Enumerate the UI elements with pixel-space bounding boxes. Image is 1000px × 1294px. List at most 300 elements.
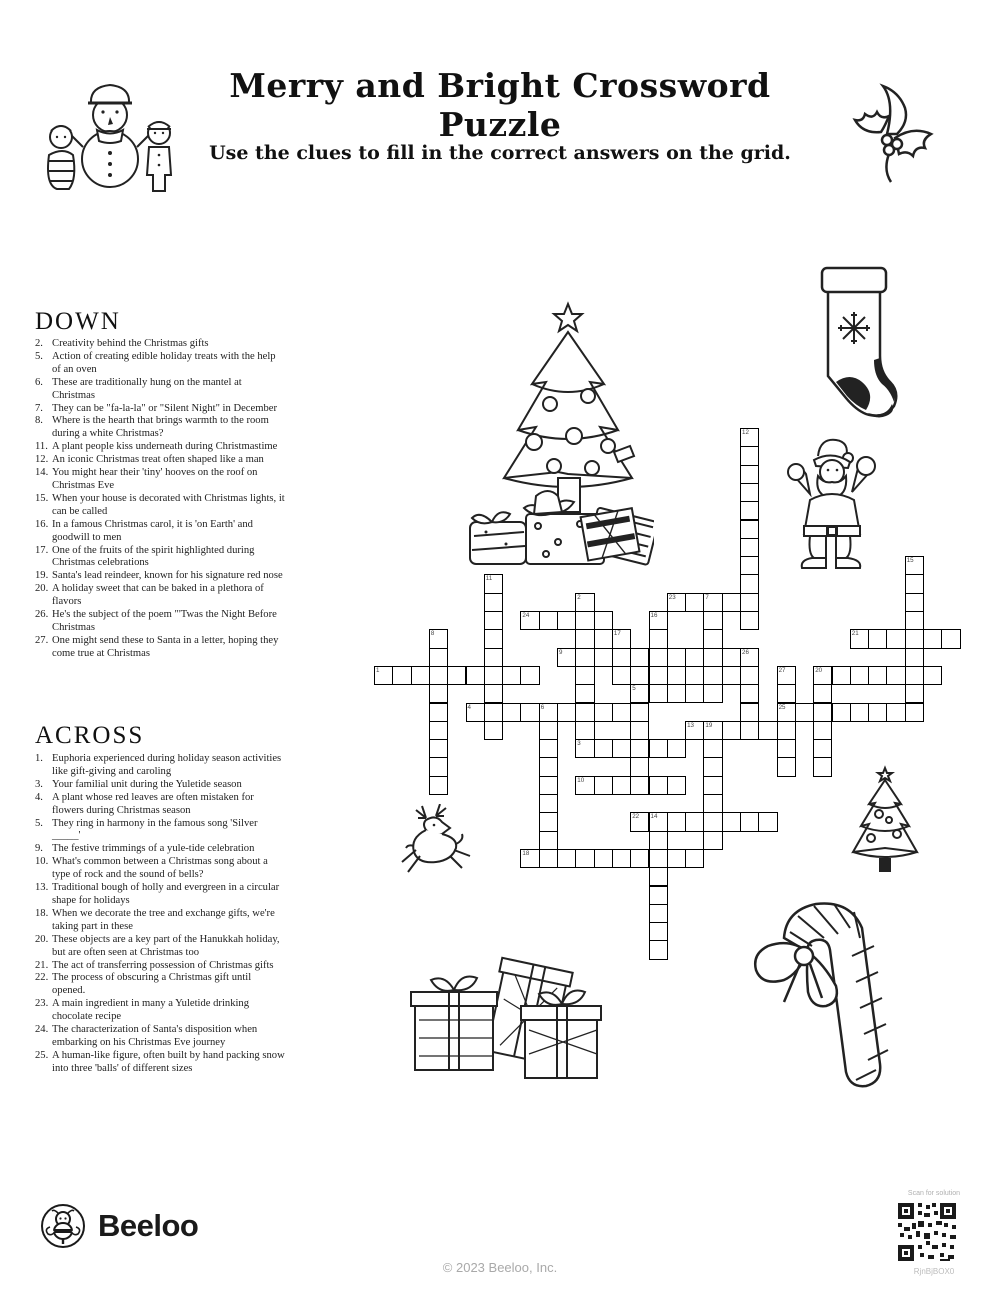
clue-item	[35, 843, 285, 856]
grid-cell[interactable]	[905, 611, 924, 630]
across-heading: ACROSS	[35, 722, 145, 749]
grid-cell[interactable]	[740, 465, 759, 484]
grid-cell[interactable]	[429, 703, 448, 722]
grid-cell[interactable]	[722, 593, 741, 612]
grid-cell[interactable]	[429, 757, 448, 776]
copyright-text: © 2023 Beeloo, Inc.	[442, 1260, 558, 1275]
clue-item	[35, 934, 285, 960]
clue-number: 3.	[35, 778, 43, 790]
grid-cell[interactable]	[594, 703, 613, 722]
grid-cell[interactable]	[649, 776, 668, 795]
grid-cell[interactable]	[575, 593, 594, 612]
grid-cell-number: 17	[613, 630, 621, 638]
grid-cell[interactable]	[649, 739, 668, 758]
clue-number: 4.	[35, 791, 43, 803]
grid-cell[interactable]	[649, 629, 668, 648]
grid-cell[interactable]	[539, 812, 558, 831]
grid-cell[interactable]	[905, 648, 924, 667]
clue-item	[35, 635, 285, 661]
grid-cell[interactable]	[667, 739, 686, 758]
grid-cell[interactable]	[740, 538, 759, 557]
grid-cell[interactable]	[484, 648, 503, 667]
grid-cell[interactable]	[703, 629, 722, 648]
grid-cell[interactable]	[539, 703, 558, 722]
grid-cell[interactable]	[649, 867, 668, 886]
grid-cell[interactable]	[703, 593, 722, 612]
grid-cell[interactable]	[777, 739, 796, 758]
clue-text: These are traditionally hung on the mantel at Christmas	[52, 376, 242, 401]
grid-cell-number: 1	[376, 666, 380, 674]
grid-cell-number: 13	[687, 721, 694, 729]
grid-cell[interactable]	[539, 739, 558, 758]
clue-number: 5.	[35, 817, 43, 829]
grid-cell[interactable]	[703, 794, 722, 813]
grid-cell[interactable]	[667, 812, 686, 831]
clue-number: 8.	[35, 415, 43, 427]
grid-cell[interactable]	[649, 812, 668, 831]
grid-cell[interactable]	[649, 611, 668, 630]
grid-cell[interactable]	[539, 721, 558, 740]
grid-cell[interactable]	[575, 629, 594, 648]
qr-id: RjnBjBOX0	[913, 1267, 955, 1276]
clue-number: 24.	[35, 1024, 49, 1036]
grid-cell[interactable]	[941, 629, 960, 648]
clue-item	[35, 753, 285, 779]
grid-cell[interactable]	[923, 666, 942, 685]
grid-cell-number: 18	[522, 849, 530, 857]
clue-text: One of the fruits of the spirit highlighted during Christmas celebrations	[52, 544, 255, 569]
grid-cell[interactable]	[813, 684, 832, 703]
clue-number: 19.	[35, 570, 49, 582]
qr-block	[896, 1190, 972, 1276]
clue-text: They ring in harmony in the famous song 'Silver _____'	[52, 817, 258, 842]
grid-cell[interactable]	[886, 629, 905, 648]
clue-item	[35, 351, 285, 377]
grid-cell[interactable]	[630, 721, 649, 740]
grid-cell[interactable]	[575, 739, 594, 758]
grid-cell[interactable]	[740, 703, 759, 722]
grid-cell[interactable]	[429, 776, 448, 795]
clue-item	[35, 882, 285, 908]
grid-cell[interactable]	[813, 739, 832, 758]
grid-cell[interactable]	[575, 703, 594, 722]
grid-cell[interactable]	[685, 721, 704, 740]
grid-cell[interactable]	[758, 721, 777, 740]
grid-cell[interactable]	[777, 666, 796, 685]
grid-cell[interactable]	[758, 812, 777, 831]
grid-cell[interactable]	[539, 794, 558, 813]
grid-cell[interactable]	[813, 757, 832, 776]
grid-cell-number: 25	[778, 703, 786, 711]
grid-cell[interactable]	[886, 666, 905, 685]
grid-cell[interactable]	[649, 849, 668, 868]
grid-cell[interactable]	[722, 648, 741, 667]
page-title: Merry and Bright Crossword Puzzle	[229, 66, 771, 144]
grid-cell[interactable]	[392, 666, 411, 685]
grid-cell[interactable]	[740, 428, 759, 447]
qr-caption: Scan for solution	[907, 1190, 961, 1197]
grid-cell[interactable]	[868, 703, 887, 722]
grid-cell[interactable]	[667, 666, 686, 685]
clue-item	[35, 818, 285, 844]
grid-cell[interactable]	[722, 812, 741, 831]
grid-cell-number: 20	[815, 666, 823, 674]
grid-cell[interactable]	[703, 684, 722, 703]
grid-cell[interactable]	[685, 666, 704, 685]
clue-item	[35, 454, 285, 467]
grid-cell[interactable]	[703, 721, 722, 740]
grid-cell[interactable]	[703, 666, 722, 685]
grid-cell-number: 7	[705, 593, 709, 601]
grid-cell[interactable]	[575, 611, 594, 630]
grid-cell[interactable]	[667, 593, 686, 612]
clue-item	[35, 570, 285, 583]
grid-cell[interactable]	[777, 684, 796, 703]
clue-number: 5.	[35, 350, 43, 362]
grid-cell[interactable]	[630, 739, 649, 758]
grid-cell[interactable]	[539, 757, 558, 776]
bee-logo-icon	[40, 1203, 86, 1249]
down-heading: DOWN	[35, 308, 121, 335]
clue-number: 14.	[35, 467, 49, 479]
grid-cell[interactable]	[502, 666, 521, 685]
grid-cell[interactable]	[612, 776, 631, 795]
grid-cell[interactable]	[740, 556, 759, 575]
grid-cell[interactable]	[630, 757, 649, 776]
clue-text: They can be "fa-la-la" or "Silent Night" in December	[52, 402, 277, 414]
grid-cell[interactable]	[630, 648, 649, 667]
clue-number: 12.	[35, 454, 49, 466]
clue-item	[35, 609, 285, 635]
grid-cell[interactable]	[795, 703, 814, 722]
clue-item	[35, 403, 285, 416]
grid-cell[interactable]	[667, 849, 686, 868]
clue-text: A plant people kiss underneath during Christmastime	[52, 441, 278, 453]
grid-cell[interactable]	[630, 666, 649, 685]
grid-cell[interactable]	[777, 721, 796, 740]
grid-cell[interactable]	[905, 556, 924, 575]
qr-code	[896, 1201, 972, 1263]
grid-cell-number: 12	[742, 429, 749, 436]
grid-cell[interactable]	[520, 666, 539, 685]
clue-number: 27.	[35, 634, 49, 646]
grid-cell-number: 3	[577, 740, 581, 748]
grid-cell-number: 14	[650, 813, 658, 821]
grid-cell-number: 22	[632, 813, 640, 821]
grid-cell[interactable]	[630, 703, 649, 722]
grid-cell[interactable]	[685, 812, 704, 831]
grid-cell[interactable]	[575, 684, 594, 703]
clue-text: When your house is decorated with Christmas lights, it can be called	[52, 492, 285, 517]
grid-cell[interactable]	[649, 648, 668, 667]
grid-cell[interactable]	[703, 757, 722, 776]
grid-cell-number: 10	[577, 776, 585, 784]
grid-cell[interactable]	[429, 666, 448, 685]
clue-item	[35, 792, 285, 818]
grid-cell[interactable]	[557, 703, 576, 722]
grid-cell[interactable]	[484, 593, 503, 612]
grid-cell[interactable]	[740, 446, 759, 465]
grid-cell[interactable]	[703, 776, 722, 795]
grid-cell[interactable]	[484, 721, 503, 740]
grid-cell[interactable]	[649, 886, 668, 905]
clue-text: Euphoria experienced during holiday season activities like gift-giving and caroling	[52, 753, 282, 777]
snowman-family-illustration	[35, 75, 185, 197]
grid-cell[interactable]	[740, 501, 759, 520]
grid-cell[interactable]	[649, 940, 668, 959]
clue-item	[35, 908, 285, 934]
grid-cell[interactable]	[685, 684, 704, 703]
reindeer-illustration	[396, 804, 482, 894]
grid-cell[interactable]	[740, 684, 759, 703]
grid-cell[interactable]	[575, 648, 594, 667]
grid-cell[interactable]	[813, 703, 832, 722]
grid-cell-number: 5	[632, 685, 636, 693]
clue-number: 1.	[35, 753, 43, 764]
grid-cell[interactable]	[740, 648, 759, 667]
grid-cell[interactable]	[905, 629, 924, 648]
grid-cell[interactable]	[667, 776, 686, 795]
grid-cell[interactable]	[649, 831, 668, 850]
grid-cell-number: 24	[522, 612, 530, 619]
grid-cell[interactable]	[832, 703, 851, 722]
brand-logo	[40, 1203, 198, 1249]
grid-cell[interactable]	[740, 666, 759, 685]
grid-cell-number: 6	[540, 703, 545, 711]
grid-cell[interactable]	[520, 611, 539, 630]
grid-cell-number: 27	[778, 666, 786, 674]
grid-cell[interactable]	[832, 666, 851, 685]
grid-cell[interactable]	[703, 648, 722, 667]
grid-cell[interactable]	[649, 904, 668, 923]
grid-cell[interactable]	[649, 666, 668, 685]
grid-cell[interactable]	[466, 666, 485, 685]
stocking-illustration	[806, 260, 902, 422]
grid-cell[interactable]	[850, 666, 869, 685]
grid-cell[interactable]	[722, 666, 741, 685]
grid-cell[interactable]	[685, 593, 704, 612]
grid-cell[interactable]	[575, 721, 594, 740]
grid-cell[interactable]	[868, 629, 887, 648]
clue-text: Where is the hearth that brings warmth to the room during a white Christmas?	[52, 415, 269, 440]
grid-cell[interactable]	[868, 666, 887, 685]
grid-cell[interactable]	[630, 684, 649, 703]
grid-cell-number: 19	[705, 721, 713, 729]
clue-number: 13.	[35, 882, 49, 894]
holly-illustration	[843, 82, 938, 187]
clue-text: One might send these to Santa in a letter, hoping they come true at Christmas	[52, 634, 279, 659]
clue-text: Action of creating edible holiday treats with the help of an oven	[52, 350, 276, 375]
grid-cell[interactable]	[466, 703, 485, 722]
grid-cell[interactable]	[594, 611, 613, 630]
grid-cell[interactable]	[502, 703, 521, 722]
grid-cell[interactable]	[539, 849, 558, 868]
grid-cell[interactable]	[685, 648, 704, 667]
grid-cell[interactable]	[649, 684, 668, 703]
clue-number: 15.	[35, 492, 49, 504]
grid-cell[interactable]	[429, 684, 448, 703]
grid-cell[interactable]	[429, 721, 448, 740]
clue-item	[35, 1050, 285, 1076]
grid-cell[interactable]	[612, 648, 631, 667]
clue-text: Santa's lead reindeer, known for his signature red nose	[52, 570, 283, 582]
clue-text: Creativity behind the Christmas gifts	[52, 338, 209, 349]
grid-cell[interactable]	[575, 666, 594, 685]
clue-text: Your familial unit during the Yuletide season	[52, 778, 242, 790]
candy-cane-illustration	[740, 894, 896, 1094]
clue-number: 11.	[35, 441, 48, 453]
across-clues	[35, 753, 285, 1076]
grid-cell[interactable]	[484, 629, 503, 648]
clue-text: The act of transferring possession of Christmas gifts	[52, 959, 274, 971]
clue-number: 6.	[35, 376, 43, 388]
clue-item	[35, 960, 285, 973]
clue-item	[35, 467, 285, 493]
clue-number: 20.	[35, 583, 49, 595]
grid-cell[interactable]	[667, 648, 686, 667]
clue-number: 20.	[35, 933, 49, 945]
clue-item	[35, 493, 285, 519]
grid-cell[interactable]	[703, 812, 722, 831]
grid-cell[interactable]	[484, 703, 503, 722]
grid-cell[interactable]	[777, 757, 796, 776]
grid-cell-number: 8	[430, 630, 435, 638]
grid-cell[interactable]	[813, 721, 832, 740]
grid-cell[interactable]	[411, 666, 430, 685]
clue-item	[35, 519, 285, 545]
clue-number: 23.	[35, 998, 49, 1010]
brand-name: Beeloo	[98, 1208, 199, 1243]
grid-cell[interactable]	[630, 776, 649, 795]
grid-cell[interactable]	[539, 831, 558, 850]
clue-text: What's common between a Christmas song about a type of rock and the sound of bells?	[52, 856, 268, 881]
grid-cell[interactable]	[740, 812, 759, 831]
clue-item	[35, 998, 285, 1024]
grid-cell[interactable]	[557, 849, 576, 868]
grid-cell[interactable]	[612, 629, 631, 648]
grid-cell[interactable]	[630, 812, 649, 831]
grid-cell[interactable]	[484, 666, 503, 685]
grid-cell[interactable]	[703, 739, 722, 758]
clue-item	[35, 972, 285, 998]
grid-cell[interactable]	[740, 483, 759, 502]
grid-cell[interactable]	[520, 703, 539, 722]
grid-cell[interactable]	[429, 629, 448, 648]
grid-cell[interactable]	[905, 684, 924, 703]
clue-item	[35, 377, 285, 403]
grid-cell[interactable]	[484, 574, 503, 593]
clue-text: A plant whose red leaves are often mistaken for flowers during Christmas season	[52, 791, 254, 816]
clue-number: 7.	[35, 402, 43, 414]
clue-number: 17.	[35, 544, 49, 556]
grid-cell[interactable]	[594, 648, 613, 667]
clue-number: 26.	[35, 609, 49, 621]
clue-text: These objects are a key part of the Hanukkah holiday, but are often seen at Christmas too	[52, 933, 280, 958]
clue-text: A human-like figure, often built by hand packing snow into three 'balls' of different sizes	[52, 1049, 285, 1074]
grid-cell[interactable]	[722, 721, 741, 740]
clue-item	[35, 441, 285, 454]
grid-cell[interactable]	[539, 776, 558, 795]
grid-cell[interactable]	[612, 666, 631, 685]
grid-cell[interactable]	[850, 703, 869, 722]
grid-cell[interactable]	[740, 593, 759, 612]
grid-cell[interactable]	[703, 611, 722, 630]
clue-text: He's the subject of the poem "'Twas the Night Before Christmas	[52, 609, 277, 633]
grid-cell[interactable]	[667, 684, 686, 703]
grid-cell[interactable]	[575, 849, 594, 868]
grid-cell[interactable]	[594, 849, 613, 868]
clue-number: 9.	[35, 843, 43, 855]
grid-cell[interactable]	[905, 666, 924, 685]
grid-cell-number: 26	[742, 648, 749, 656]
grid-cell[interactable]	[575, 776, 594, 795]
grid-cell[interactable]	[429, 739, 448, 758]
small-tree-illustration	[841, 764, 929, 878]
grid-cell[interactable]	[886, 703, 905, 722]
grid-cell[interactable]	[447, 666, 466, 685]
grid-cell[interactable]	[484, 611, 503, 630]
grid-cell[interactable]	[740, 721, 759, 740]
grid-cell[interactable]	[612, 849, 631, 868]
grid-cell-number: 21	[851, 630, 859, 638]
grid-cell[interactable]	[612, 739, 631, 758]
grid-cell[interactable]	[594, 739, 613, 758]
clue-number: 10.	[35, 856, 49, 868]
grid-cell[interactable]	[850, 629, 869, 648]
santa-illustration	[780, 430, 880, 574]
grid-cell[interactable]	[923, 629, 942, 648]
grid-cell-number: 16	[650, 612, 658, 619]
clue-text: A main ingredient in many a Yuletide drinking chocolate recipe	[52, 998, 250, 1023]
grid-cell[interactable]	[777, 703, 796, 722]
grid-cell[interactable]	[649, 922, 668, 941]
grid-cell[interactable]	[905, 574, 924, 593]
grid-cell[interactable]	[557, 648, 576, 667]
grid-cell[interactable]	[429, 648, 448, 667]
grid-cell[interactable]	[539, 611, 558, 630]
grid-cell[interactable]	[905, 593, 924, 612]
clue-number: 25.	[35, 1049, 49, 1061]
grid-cell[interactable]	[630, 849, 649, 868]
grid-cell[interactable]	[740, 520, 759, 539]
grid-cell[interactable]	[594, 776, 613, 795]
grid-cell[interactable]	[374, 666, 393, 685]
grid-cell[interactable]	[740, 611, 759, 630]
grid-cell[interactable]	[703, 831, 722, 850]
down-clues	[35, 338, 285, 661]
grid-cell[interactable]	[557, 611, 576, 630]
clue-item	[35, 583, 285, 609]
clue-text: The characterization of Santa's disposition when embarking on his Christmas Eve journey	[52, 1024, 258, 1048]
clue-number: 22.	[35, 972, 49, 984]
clue-text: In a famous Christmas carol, it is 'on Earth' and goodwill to men	[52, 518, 253, 543]
clue-text: A holiday sweet that can be baked in a plethora of flavors	[52, 583, 264, 608]
grid-cell[interactable]	[520, 849, 539, 868]
grid-cell-number: 2	[577, 593, 581, 601]
grid-cell-number: 11	[485, 575, 493, 583]
clue-text: An iconic Christmas treat often shaped like a man	[52, 454, 264, 466]
grid-cell-number: 23	[668, 593, 676, 601]
clue-text: The process of obscuring a Christmas gift until opened.	[52, 972, 252, 997]
clue-text: When we decorate the tree and exchange gifts, we're taking part in these	[52, 907, 275, 932]
clue-text: The festive trimmings of a yule-tide celebration	[52, 843, 255, 855]
grid-cell[interactable]	[905, 703, 924, 722]
grid-cell[interactable]	[685, 849, 704, 868]
grid-cell[interactable]	[484, 684, 503, 703]
grid-cell[interactable]	[740, 574, 759, 593]
grid-cell[interactable]	[813, 666, 832, 685]
grid-cell[interactable]	[612, 703, 631, 722]
